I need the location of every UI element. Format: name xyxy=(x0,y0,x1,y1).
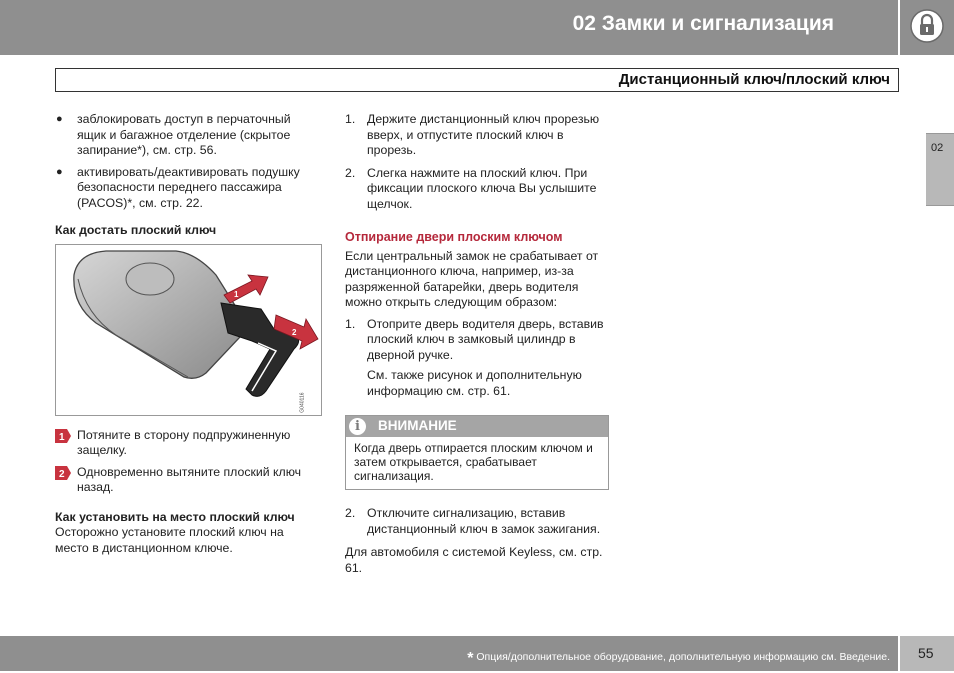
remote-key-drawing xyxy=(56,245,321,415)
heading-remove-key: Как достать плоский ключ xyxy=(55,223,217,237)
step-item: 1. Отоприте дверь водителя дверь, вставив плоский ключ в замковый цилиндр в дверной ручке. xyxy=(345,316,604,362)
legend-marker-2 xyxy=(55,466,71,480)
chapter-title: 02 Замки и сигнализация xyxy=(572,12,834,35)
svg-text:1: 1 xyxy=(234,289,239,299)
right-column xyxy=(345,112,610,580)
key-illustration xyxy=(55,244,322,416)
section-title: Дистанционный ключ/плоский ключ xyxy=(618,71,890,88)
asterisk-mark: * xyxy=(467,650,474,667)
footer-bar xyxy=(0,636,898,671)
chapter-side-tab[interactable] xyxy=(926,133,954,206)
chapter-header-bar xyxy=(0,0,898,55)
step-item: 1. Держите дистанционный ключ прорезью вверх, и отпустите плоский ключ в прорезь. xyxy=(345,112,600,157)
section-header xyxy=(55,68,899,92)
heading-unlock-door: Отпирание двери плоским ключом xyxy=(345,230,563,244)
install-text: Осторожно установите плоский ключ на место в дистанционном ключе. xyxy=(55,525,284,555)
legend-item-2: 2 Одновременно вытяните плоский ключ назад. xyxy=(55,465,320,496)
step-item: 2. Отключите сигнализацию, вставив дистанционный ключ в замок зажигания. xyxy=(345,506,601,536)
note-label: ВНИМАНИЕ xyxy=(378,418,457,433)
note-header xyxy=(346,416,608,437)
step-item: 2. Слегка нажмите на плоский ключ. При фиксации плоского ключа Вы услышите щелчок. xyxy=(345,165,597,211)
bullet-item: ● активировать/деактивировать подушку безопасности переднего пассажира (PACOS)*, см. стр. 22. xyxy=(56,164,300,210)
legend-item-1: 1 Потяните в сторону подпружиненную защелку. xyxy=(55,428,320,459)
note-body: Когда дверь отпирается плоским ключом и затем открывается, срабатывает сигнализация. xyxy=(354,441,593,483)
svg-text:1: 1 xyxy=(59,431,65,443)
bullet-item: ● заблокировать доступ в перчаточный ящик и багажное отделение (скрытое запирание*), см. стр. 56. xyxy=(56,112,291,157)
keyless-text: Для автомобиля с системой Keyless, см. стр. 61. xyxy=(345,545,603,575)
warning-note xyxy=(345,415,609,490)
bullet-dot: ● xyxy=(56,165,63,178)
page-number-box xyxy=(900,636,954,671)
padlock-icon xyxy=(910,9,944,43)
figure-code: G040116 xyxy=(299,392,306,413)
side-tab-label: 02 xyxy=(931,142,944,154)
heading-install-key: Как установить на место плоский ключ xyxy=(55,509,295,524)
footer-note: * Опция/дополнительное оборудование, дополнительную информацию см. Введение. xyxy=(467,650,890,667)
info-icon: i xyxy=(349,418,366,435)
bullet-dot: ● xyxy=(56,113,63,125)
legend-marker-1 xyxy=(55,429,71,443)
page-number: 55 xyxy=(918,645,934,661)
svg-text:2: 2 xyxy=(59,468,65,480)
unlock-intro: Если центральный замок не срабатывает от дистанционного ключа, например, из-за разряженной батарейки, дверь водителя можно открыть следующим образом: xyxy=(345,248,599,309)
step-extra: См. также рисунок и дополнительную информацию см. стр. 61. xyxy=(367,368,582,398)
svg-text:2: 2 xyxy=(292,327,297,337)
left-column xyxy=(55,112,320,560)
lock-chapter-box xyxy=(900,0,954,55)
